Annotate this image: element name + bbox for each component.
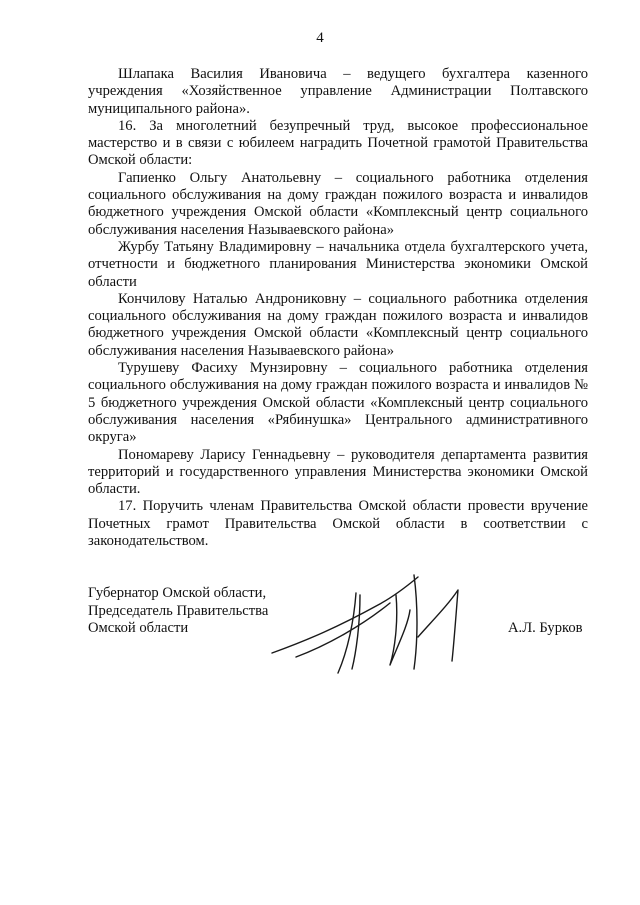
paragraph-gapienko: Гапиенко Ольгу Анатольевну – социального работника отделения социального обслуживания на дому граждан пожилого возраста и инвалидов бюджетного учреждения Омской области «Комплексный центр социального обслуживания населения Называевского района» bbox=[88, 169, 588, 238]
page-number: 4 bbox=[316, 30, 324, 46]
handwritten-signature bbox=[268, 565, 498, 685]
paragraph-konchilova: Кончилову Наталью Андрониковну – социального работника отделения социального обслуживания на дому граждан пожилого возраста и инвалидов бюджетного учреждения Омской области «Комплексный центр социального обслуживания населения Называевского района» bbox=[88, 290, 588, 359]
paragraph-item-17: 17. Поручить членам Правительства Омской области провести вручение Почетных грамот Правительства Омской области в соответствии с законодательством. bbox=[88, 498, 588, 550]
document-body bbox=[88, 66, 588, 550]
signatory-name: А.Л. Бурков bbox=[508, 620, 583, 636]
paragraph-zhurba: Журбу Татьяну Владимировну – начальника отдела бухгалтерского учета, отчетности и бюджетного планирования Министерства экономики Омской области bbox=[88, 238, 588, 290]
signatory-title bbox=[88, 585, 268, 638]
paragraph-item-16: 16. За многолетний безупречный труд, высокое профессиональное мастерство и в связи с юбилеем наградить Почетной грамотой Правительства Омской области: bbox=[88, 117, 588, 169]
signatory-title-line-2: Председатель Правительства bbox=[88, 602, 269, 619]
paragraph-ponomareva: Пономареву Ларису Геннадьевну – руководителя департамента развития территорий и государственного управления Министерства экономики Омской области. bbox=[88, 446, 588, 498]
signatory-title-line-3: Омской области bbox=[88, 620, 189, 637]
paragraph-turusheva: Турушеву Фасиху Мунзировну – социального работника отделения социального обслуживания на дому граждан пожилого возраста и инвалидов № 5 бюджетного учреждения Омской области «Комплексный центр социального обслуживания населения «Рябинушка» Центрального административного округа» bbox=[88, 360, 588, 446]
signatory-title-line-1: Губернатор Омской области, bbox=[88, 585, 267, 601]
paragraph-shlapak: Шлапака Василия Ивановича – ведущего бухгалтера казенного учреждения «Хозяйственное управление Администрации Полтавского муниципального района». bbox=[88, 66, 588, 117]
